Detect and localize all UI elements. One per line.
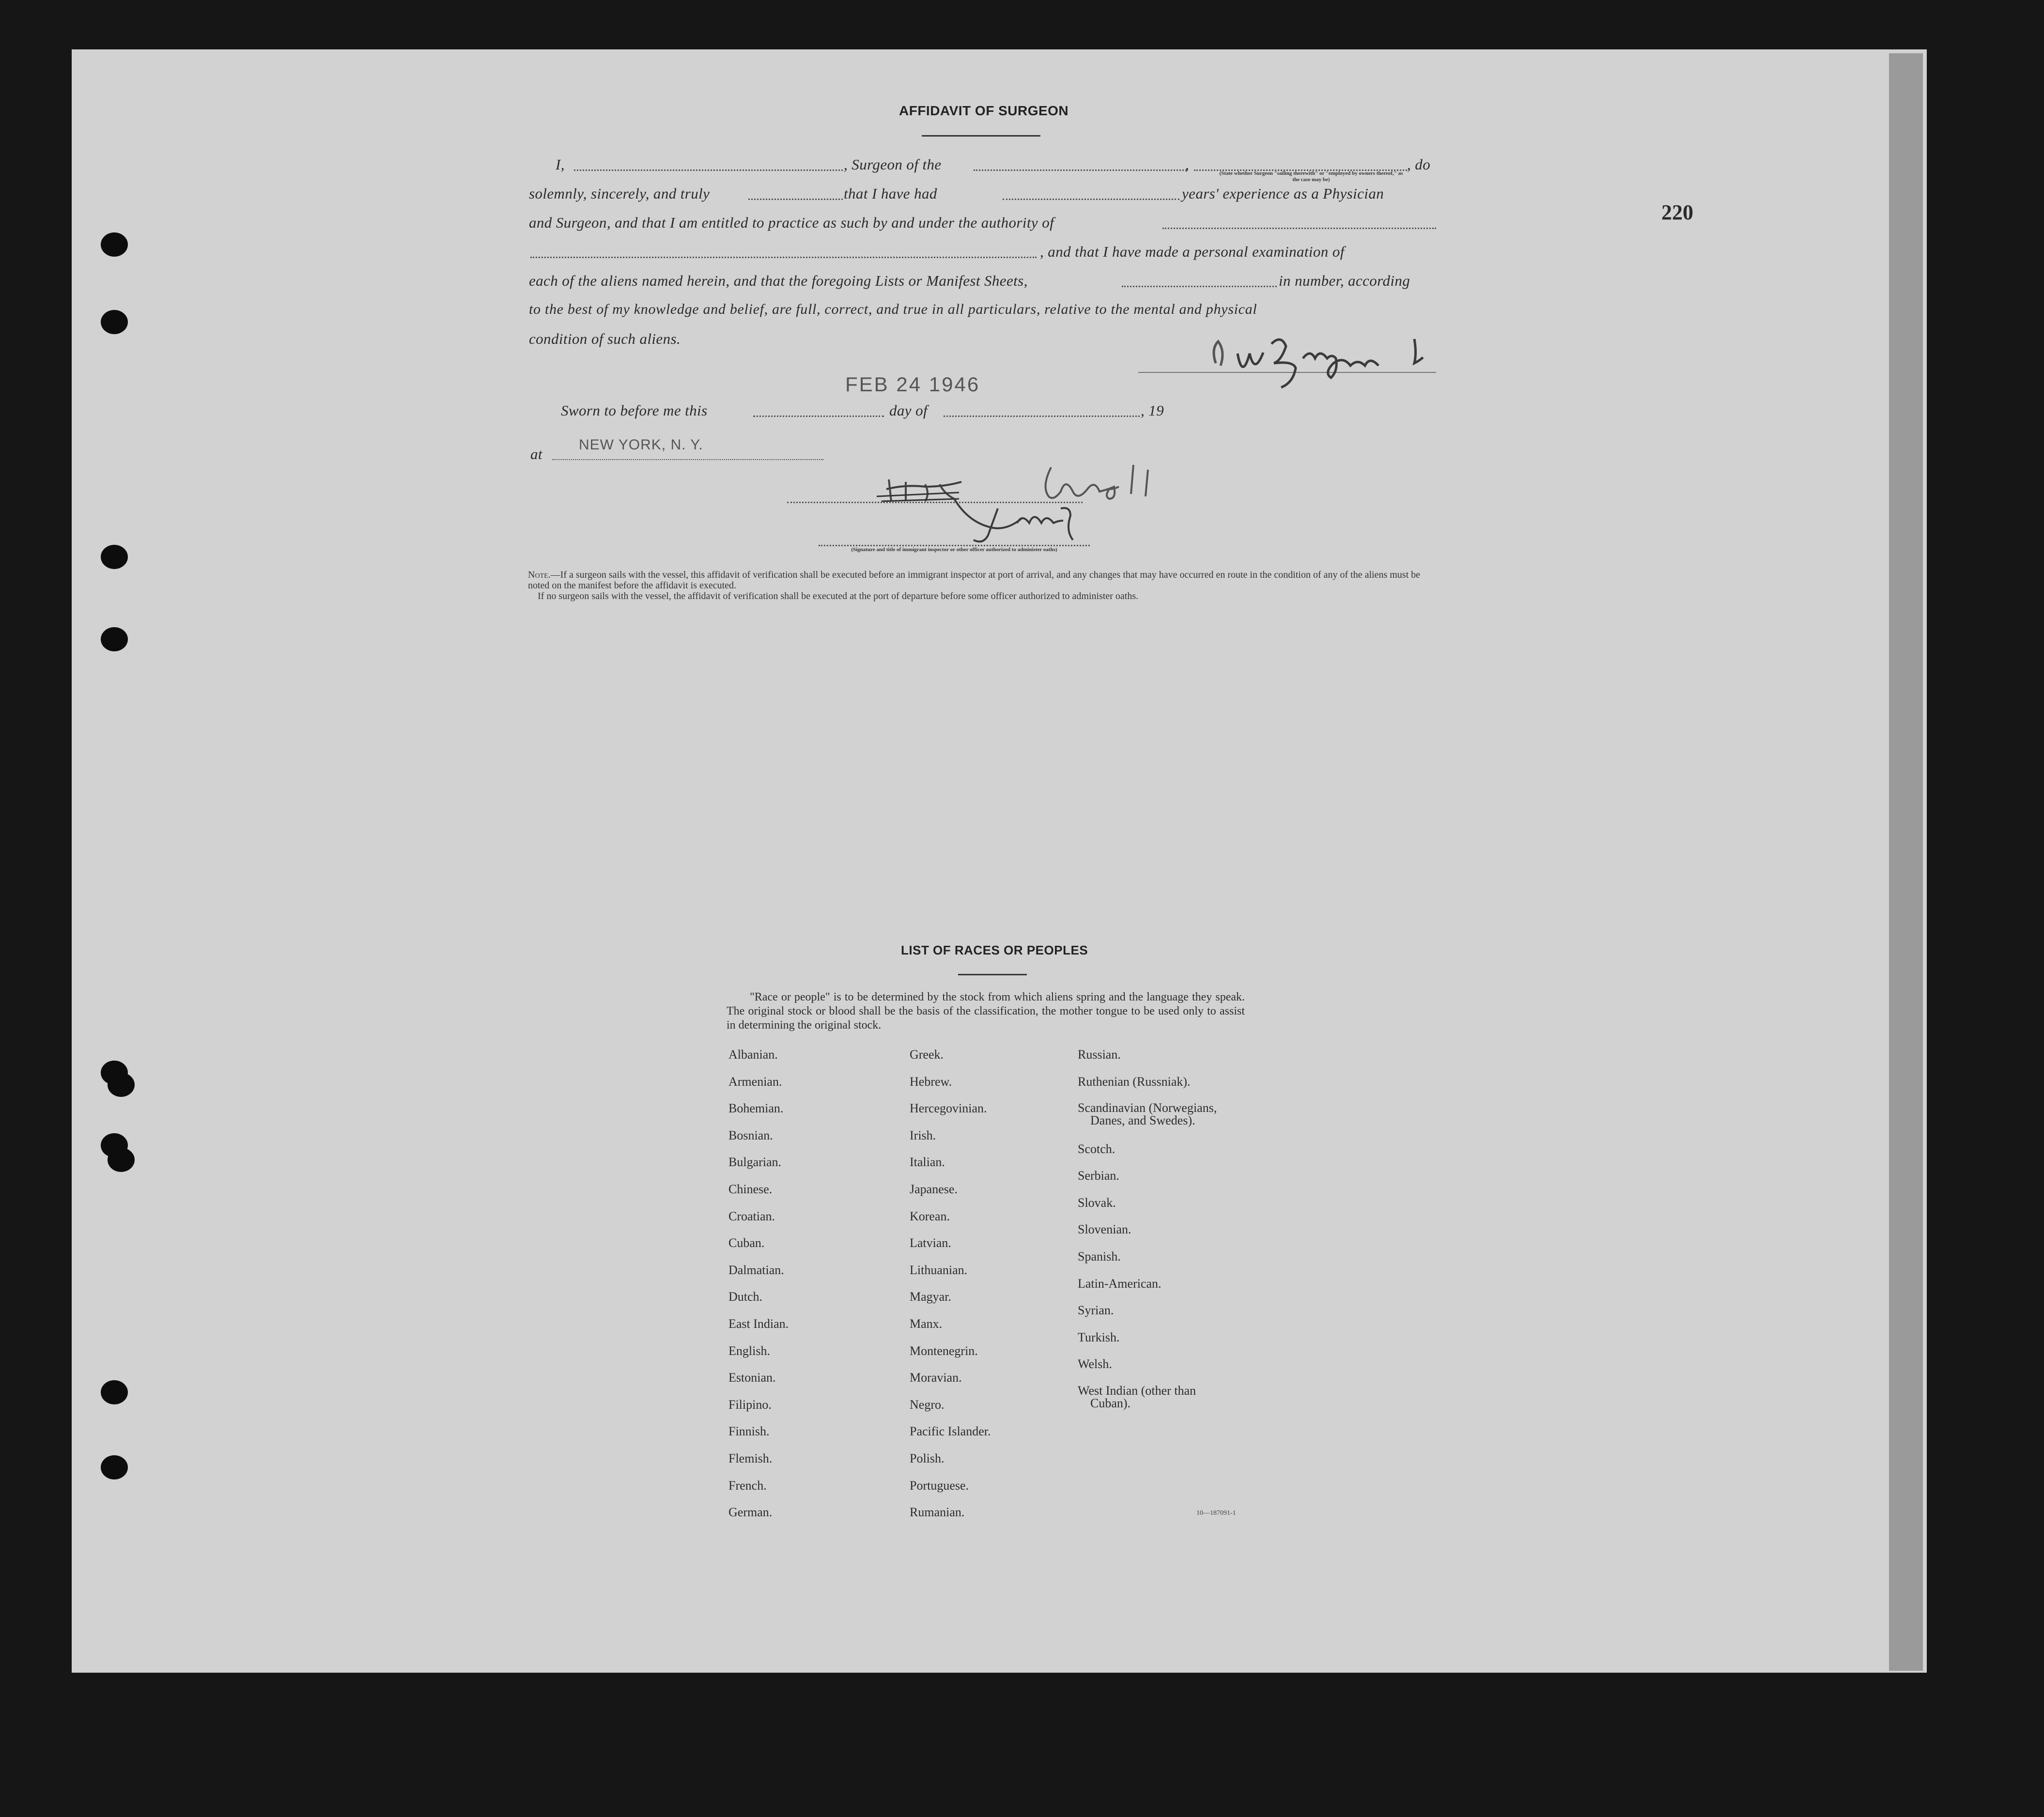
race-item: Armenian. [728,1074,782,1089]
race-item: Latin-American. [1078,1276,1161,1291]
race-item: German. [728,1505,773,1520]
page-edge-shadow [1889,53,1923,1671]
affidavit-title: AFFIDAVIT OF SURGEON [899,103,1069,118]
title-underline [922,135,1040,137]
affidavit-line-3: and Surgeon, and that I am entitled to practice as such by and under the authority of [529,214,1054,231]
race-item: Irish. [910,1128,936,1142]
race-item: West Indian (other than Cuban). [1078,1383,1196,1410]
affidavit-line-6: to the best of my knowledge and belief, are full, correct, and true in all particulars, relative to the mental and physical [529,301,1257,317]
race-item: Scotch. [1078,1141,1115,1156]
race-item: Bohemian. [728,1101,784,1116]
surgeon-status-note: (State whether Surgeon "sailing therewith" or "employed by owners thereof," as the case may be) [1219,170,1403,183]
swear-field[interactable] [748,199,843,200]
sheets-count-field[interactable] [1122,286,1277,287]
note-paragraph-2: If no surgeon sails with the vessel, the affidavit of verification shall be executed at the port of departure before some officer authorized to administer oaths. [538,591,1139,601]
race-item: Greek. [910,1047,944,1062]
race-item: Albanian. [728,1047,778,1062]
race-item: Montenegrin. [910,1343,978,1358]
race-item: Cuban. [728,1236,765,1250]
race-item: Portuguese. [910,1478,969,1493]
race-item: Slovak. [1078,1195,1116,1210]
sworn-date-stamp: FEB 24 1946 [845,373,980,396]
punch-hole [101,232,128,257]
race-item: Korean. [910,1209,950,1223]
affidavit-line-2-c: years' experience as a Physician [1182,185,1384,202]
affidavit-line-4: , and that I have made a personal examination of [1040,243,1345,260]
affidavit-line-7: condition of such aliens. [529,330,681,347]
race-item: Magyar. [910,1290,951,1304]
race-item: Ruthenian (Russniak). [1078,1074,1191,1089]
race-item: Croatian. [728,1209,775,1223]
authority-field[interactable] [1162,228,1436,229]
race-item: Chinese. [728,1182,773,1196]
sworn-label: Sworn to before me this [561,402,708,419]
affidavit-line-1-i: I, [556,156,565,173]
punch-hole [108,1148,135,1172]
at-label: at [530,446,542,462]
vessel-field[interactable] [974,169,1187,171]
punch-hole [101,310,128,334]
race-item: Estonian. [728,1370,776,1385]
race-item: Hebrew. [910,1074,952,1089]
race-item: Spanish. [1078,1249,1121,1263]
races-intro: "Race or people" is to be determined by the stock from which aliens spring and the language they speak. The original stock or blood shall be the basis of the classification, the mother tongue to be used only to assist in determining the original stock. [727,991,1245,1032]
affidavit-line-5-b: in number, according [1279,272,1410,289]
authority-field-continued[interactable] [530,257,1037,258]
affidavit-line-2-b: that I have had [844,185,937,202]
race-item: Filipino. [728,1397,772,1412]
race-item: Dutch. [728,1290,763,1304]
race-item: Welsh. [1078,1357,1112,1371]
punch-hole [108,1073,135,1097]
race-item: Russian. [1078,1047,1121,1062]
races-column-1 [728,1048,789,1533]
race-item: Italian. [910,1155,945,1170]
race-item: Moravian. [910,1370,962,1385]
race-item: Lithuanian. [910,1263,968,1277]
races-title: LIST OF RACES OR PEOPLES [901,943,1088,957]
races-column-3 [1078,1048,1217,1425]
race-item: English. [728,1343,770,1358]
note-label: Note. [528,570,551,580]
place-stamp: NEW YORK, N. Y. [579,437,703,453]
punch-hole [101,1455,128,1479]
race-item: Polish. [910,1451,945,1465]
punch-hole [101,627,128,651]
race-item: Finnish. [728,1424,770,1439]
race-item: Japanese. [910,1182,958,1196]
surgeon-name-field[interactable] [574,169,843,171]
race-item: Manx. [910,1316,943,1331]
punch-hole [101,545,128,569]
punch-hole [101,1380,128,1404]
surgeon-signature [1143,324,1443,387]
affidavit-line-1-comma: , [1185,156,1190,173]
affidavit-note [528,570,1439,601]
years-experience-field[interactable] [1003,199,1179,200]
race-item: Syrian. [1078,1303,1114,1318]
race-item: Bosnian. [728,1128,773,1142]
sworn-year-label: , 19 [1141,402,1164,419]
race-item: Rumanian. [910,1505,965,1520]
race-item: Serbian. [1078,1169,1119,1183]
race-item: Scandinavian (Norwegians, Danes, and Swedes). [1078,1101,1217,1128]
race-item: Turkish. [1078,1330,1120,1344]
race-item: Dalmatian. [728,1263,784,1277]
sworn-day-field[interactable] [753,416,884,417]
race-item: Flemish. [728,1451,773,1465]
races-column-2 [910,1048,991,1533]
document-page [72,49,1927,1673]
race-item: Negro. [910,1397,945,1412]
race-item: East Indian. [728,1316,789,1331]
affidavit-line-5-a: each of the aliens named herein, and that the foregoing Lists or Manifest Sheets, [529,272,1028,289]
race-item: Hercegovinian. [910,1101,987,1116]
affidavit-line-1-do: , do [1407,156,1431,173]
inspector-signature [857,455,1206,562]
form-code: 10—187091-1 [1196,1509,1236,1517]
races-title-underline [958,974,1027,975]
sworn-month-field[interactable] [944,416,1140,417]
note-paragraph-1: —If a surgeon sails with the vessel, this affidavit of verification shall be executed before an immigrant inspector at port of arrival, and any changes that may have occurred en route in the condition of any of the aliens must be noted on the manifest before the affidavit is executed. [528,570,1421,591]
race-item: Slovenian. [1078,1222,1131,1237]
affidavit-line-1-surgeon-of: , Surgeon of the [844,156,942,173]
race-item: French. [728,1478,767,1493]
affidavit-line-2-a: solemnly, sincerely, and truly [529,185,710,202]
place-field[interactable] [552,459,823,460]
sworn-day-of-label: day of [889,402,928,419]
race-item: Pacific Islander. [910,1424,991,1439]
page-number: 220 [1661,200,1693,224]
race-item: Latvian. [910,1236,951,1250]
inspector-signature-caption: (Signature and title of immigrant inspector or other officer authorized to administer oaths) [851,547,1057,553]
race-item: Bulgarian. [728,1155,782,1170]
